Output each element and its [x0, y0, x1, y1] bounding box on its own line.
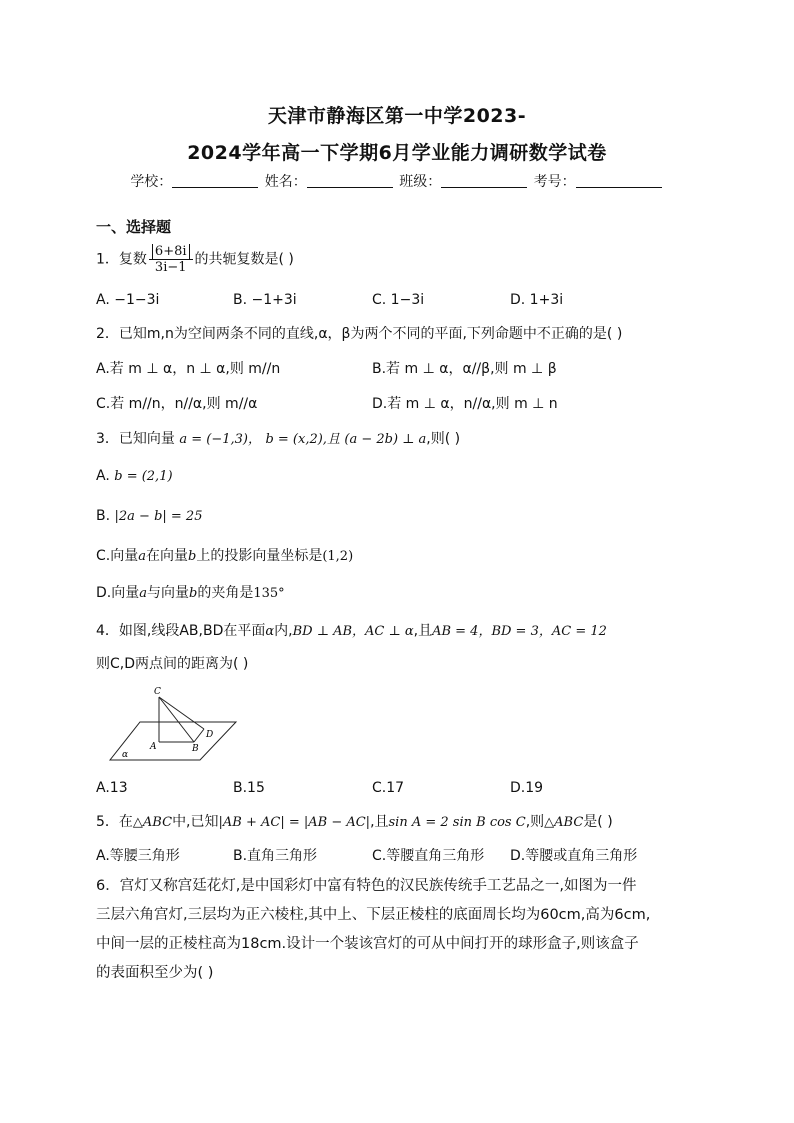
q3-option-c-d: (1,2) — [322, 549, 354, 564]
q1-numerator: 6+8i — [152, 244, 190, 259]
q2-option-b[interactable]: B.若 m ⊥ α，α//β,则 m ⊥ β — [372, 361, 557, 377]
q6-line-3: 中间一层的正棱柱高为18cm.设计一个装该宫灯的可从中间打开的球形盒子,则该盒子 — [96, 936, 639, 952]
q5-e: ,且 — [370, 814, 389, 830]
q5-b: △ABC — [132, 815, 173, 830]
q2-option-a[interactable]: A.若 m ⊥ α，n ⊥ α,则 m//n — [96, 361, 281, 377]
q3-option-d-v1: a — [139, 586, 147, 601]
q3-option-a-label: A. — [96, 468, 110, 484]
exam-no-blank[interactable] — [576, 173, 662, 188]
q3-option-a[interactable] — [96, 468, 173, 484]
q4-figure — [100, 684, 250, 764]
question-3 — [96, 428, 460, 448]
q6-line-4: 的表面积至少为( ) — [96, 965, 214, 981]
segment-cb — [159, 697, 194, 742]
q2-option-c[interactable]: C.若 m//n，n//α,则 m//α — [96, 396, 258, 412]
q5-d: |AB + AC| = |AB − AC| — [218, 815, 371, 830]
label-a: A — [150, 742, 157, 752]
q3-stem-e: ,则( ) — [426, 431, 461, 447]
q3-stem-d: (a − 2b) ⊥ a — [344, 432, 427, 447]
name-label: 姓名： — [264, 174, 307, 190]
q4-line1-e: ,且 — [413, 623, 433, 639]
q3-stem-b: a = (−1,3)， — [179, 432, 261, 447]
q3-option-c-c: 上的投影向量坐标是 — [196, 548, 323, 564]
q4-line1-a: 4．如图,线段AB,BD在平面 — [96, 623, 266, 639]
q3-option-c[interactable] — [96, 545, 353, 565]
segment-cd — [159, 697, 204, 729]
q4-line1-f: AB = 4，BD = 3，AC = 12 — [432, 624, 607, 639]
question-5 — [96, 811, 613, 831]
q3-option-b[interactable] — [96, 508, 202, 524]
q4-line1-d: BD ⊥ AB，AC ⊥ α — [292, 624, 414, 639]
q3-stem-a: 3．已知向量 — [96, 431, 175, 447]
q5-option-d[interactable]: D.等腰或直角三角形 — [510, 848, 638, 864]
q6-line-2: 三层六角宫灯,三层均为正六棱柱,其中上、下层正棱柱的底面周长均为60cm,高为6cm, — [96, 907, 651, 923]
q1-denominator: 3i−1 — [154, 260, 187, 275]
class-blank[interactable] — [441, 173, 527, 188]
q3-option-d-a: D.向量 — [96, 585, 140, 601]
q1-option-c[interactable]: C. 1−3i — [372, 292, 425, 308]
label-b: B — [192, 744, 199, 754]
question-4-line2: 则C,D两点间的距离为( ) — [96, 656, 249, 672]
q4-option-a[interactable]: A.13 — [96, 780, 128, 796]
section-heading: 一、选择题 — [96, 218, 172, 236]
q3-option-d-v2: b — [189, 586, 198, 601]
student-info-line — [0, 171, 794, 191]
q1-prefix: 1．复数 — [96, 251, 147, 268]
q3-option-c-v2: b — [188, 549, 197, 564]
school-label: 学校： — [130, 174, 173, 190]
exam-no-label: 考号： — [533, 174, 576, 190]
class-label: 班级： — [399, 174, 442, 190]
q4-line1-c: 内, — [274, 623, 293, 639]
q5-h: △ABC — [544, 815, 584, 830]
q4-option-c[interactable]: C.17 — [372, 780, 405, 796]
q5-option-c[interactable]: C.等腰直角三角形 — [372, 848, 485, 864]
q2-option-d[interactable]: D.若 m ⊥ α，n//α,则 m ⊥ n — [372, 396, 558, 412]
q1-option-b[interactable]: B. −1+3i — [233, 292, 297, 308]
q1-suffix: 的共轭复数是( ) — [194, 251, 294, 268]
q6-line-1: 6．宫灯又称宫廷花灯,是中国彩灯中富有特色的汉民族传统手工艺品之一,如图为一件 — [96, 878, 637, 894]
q4-option-d[interactable]: D.19 — [510, 780, 544, 796]
plane-alpha-shape — [110, 722, 236, 760]
q3-option-a-value: b = (2,1) — [114, 469, 173, 484]
question-6 — [96, 872, 700, 988]
q5-c: 中,已知 — [172, 814, 219, 830]
question-4-line1 — [96, 620, 607, 640]
q3-option-c-v1: a — [138, 549, 146, 564]
label-c: C — [154, 687, 161, 697]
q3-option-d-c: 的夹角是 — [197, 585, 254, 601]
q1-option-a[interactable]: A. −1−3i — [96, 292, 160, 308]
q4-line1-b: α — [265, 624, 275, 639]
q5-a: 5．在 — [96, 814, 133, 830]
q1-option-d[interactable]: D. 1+3i — [510, 292, 564, 308]
q3-option-c-a: C.向量 — [96, 548, 139, 564]
q3-option-d[interactable] — [96, 582, 285, 602]
q5-option-b[interactable]: B.直角三角形 — [233, 848, 318, 864]
q3-option-b-label: B. — [96, 508, 111, 524]
label-alpha: α — [122, 750, 129, 760]
name-blank[interactable] — [307, 173, 393, 188]
q3-option-d-d: 135° — [253, 586, 285, 601]
question-1 — [96, 244, 294, 275]
question-2: 2．已知m,n为空间两条不同的直线,α，β为两个不同的平面,下列命题中不正确的是( ) — [96, 326, 623, 342]
q4-option-b[interactable]: B.15 — [233, 780, 265, 796]
q3-option-c-b: 在向量 — [146, 548, 188, 564]
q1-fraction — [149, 244, 193, 275]
school-blank[interactable] — [172, 173, 258, 188]
label-d: D — [206, 730, 214, 740]
q5-option-a[interactable]: A.等腰三角形 — [96, 848, 180, 864]
segment-bd — [194, 729, 204, 742]
q3-option-b-value: |2a − b| = 25 — [114, 509, 203, 524]
exam-title-line1: 天津市静海区第一中学2023- — [267, 105, 527, 127]
q5-g: ,则 — [525, 814, 545, 830]
q5-i: 是( ) — [583, 814, 613, 830]
exam-title-line2: 2024学年高一下学期6月学业能力调研数学试卷 — [187, 142, 607, 164]
q3-stem-c: b = (x,2),且 — [265, 432, 340, 447]
q3-option-d-b: 与向量 — [147, 585, 189, 601]
q5-f: sin A = 2 sin B cos C — [388, 815, 526, 830]
